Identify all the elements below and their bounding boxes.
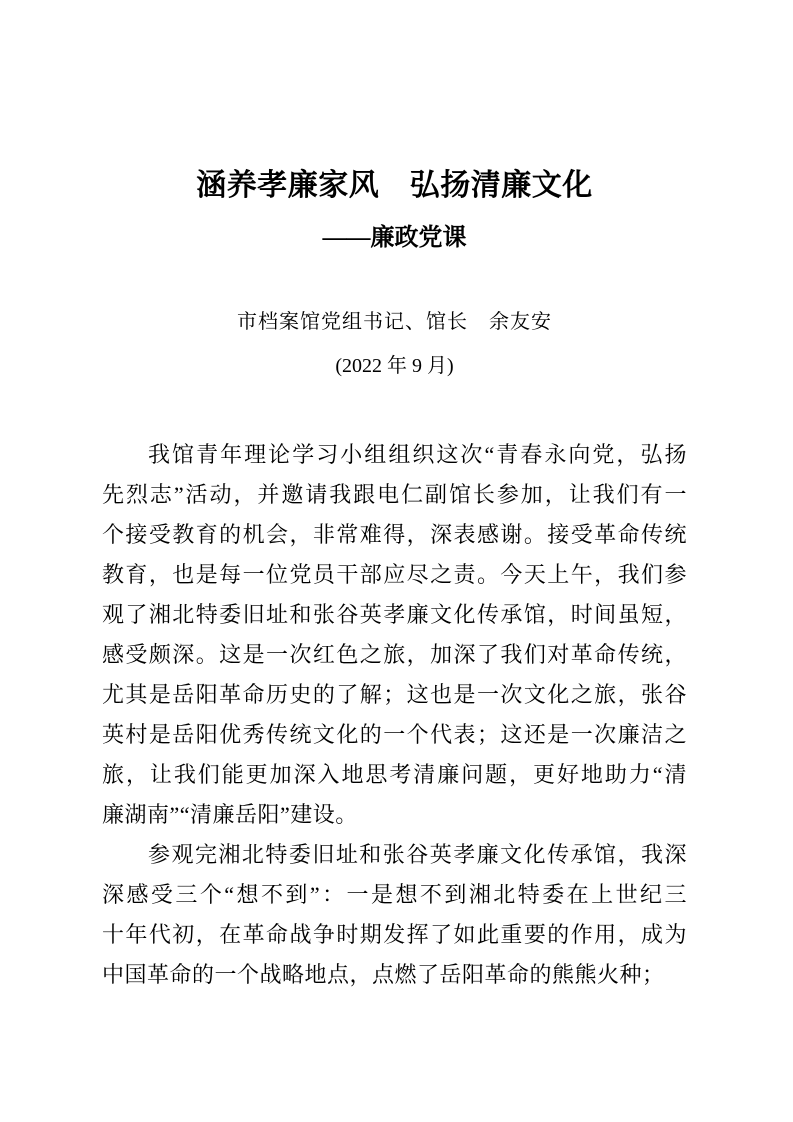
text-line: 深感受三个“想不到”：一是想不到湘北特委在上世纪三 (102, 882, 687, 907)
text-line: 个接受教育的机会，非常难得，深表感谢。接受革命传统 (102, 522, 687, 547)
text-line: 英村是岳阳优秀传统文化的一个代表；这还是一次廉洁之 (102, 722, 687, 747)
paragraph (102, 835, 687, 995)
text-line: 先烈志”活动，并邀请我跟电仁副馆长参加，让我们有一 (102, 482, 687, 507)
byline: 市档案馆党组书记、馆长 余友安 (237, 311, 552, 333)
paragraph (102, 435, 687, 835)
text-line: 我馆青年理论学习小组组织这次“青春永向党，弘扬 (148, 442, 687, 467)
text-line: 旅，让我们能更加深入地思考清廉问题，更好地助力“清 (102, 762, 687, 787)
date-line: (2022 年 9 月) (335, 355, 454, 377)
text-line: 尤其是岳阳革命历史的了解；这也是一次文化之旅，张谷 (102, 682, 687, 707)
text-line: 十年代初，在革命战争时期发挥了如此重要的作用，成为 (102, 922, 687, 947)
document-body (102, 435, 687, 995)
text-line: 感受颇深。这是一次红色之旅，加深了我们对革命传统， (102, 642, 687, 667)
document-subtitle: ——廉政党课 (322, 225, 467, 251)
text-line: 廉湖南”“清廉岳阳”建设。 (102, 802, 358, 827)
text-line: 观了湘北特委旧址和张谷英孝廉文化传承馆，时间虽短， (102, 602, 687, 627)
text-line: 中国革命的一个战略地点，点燃了岳阳革命的熊熊火种； (102, 962, 665, 987)
document-title: 涵养孝廉家风 弘扬清廉文化 (196, 169, 593, 202)
text-line: 教育，也是每一位党员干部应尽之责。今天上午，我们参 (102, 562, 687, 587)
text-line: 参观完湘北特委旧址和张谷英孝廉文化传承馆，我深 (148, 842, 687, 867)
